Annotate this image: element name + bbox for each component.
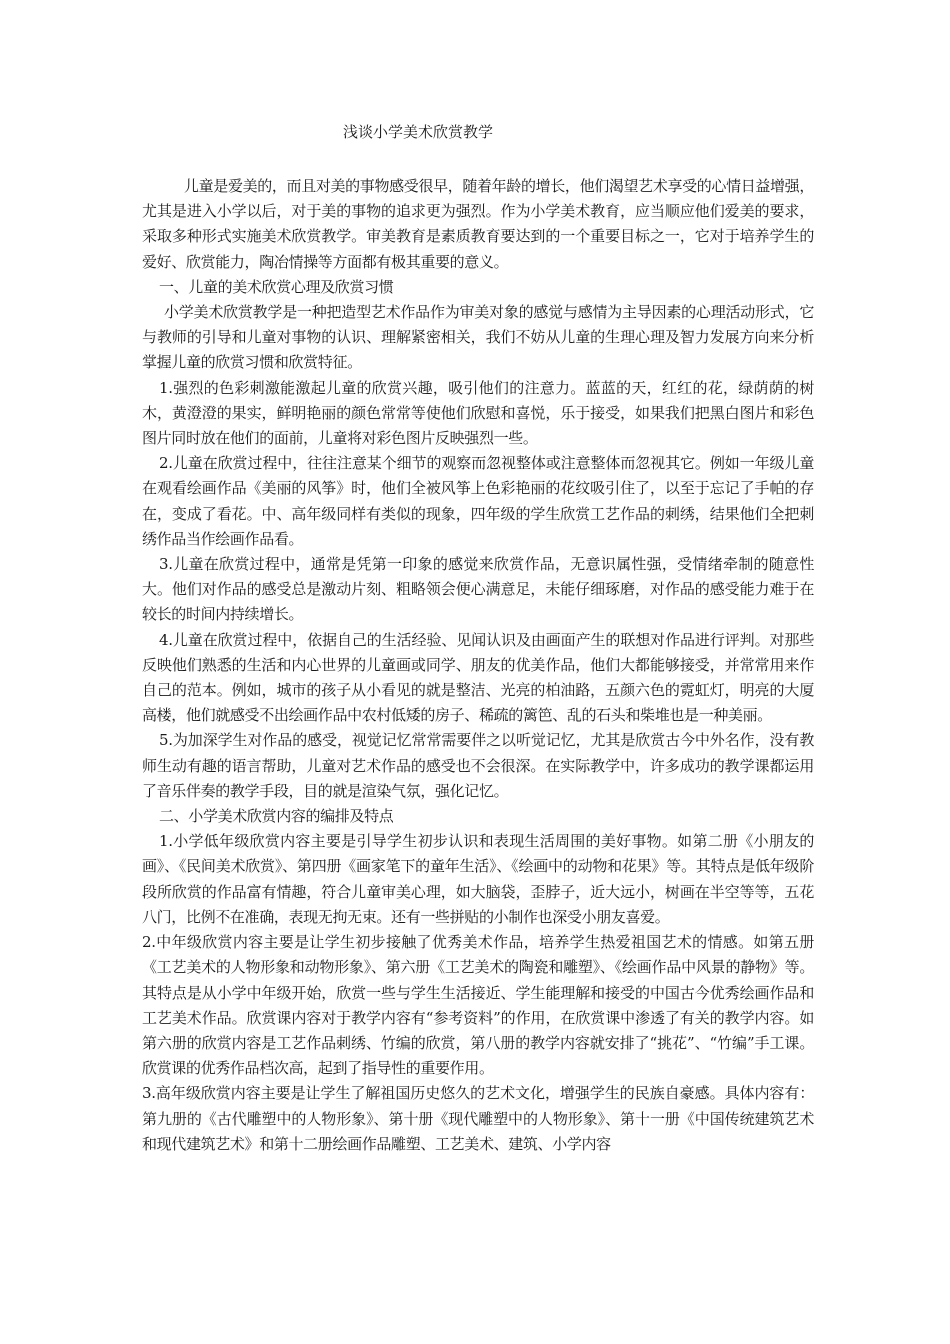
list-item-2: 2.中年级欣赏内容主要是让学生初步接触了优秀美术作品，培养学生热爱祖国艺术的情感。如第五册《工艺美术的人物形象和动物形象》、第六册《工艺美术的陶瓷和雕塑》、《绘画作品中风景的静物》等。其特点是从小学中年级开始，欣赏一些与学生生活接近、学生能理解和接受的中国古今优秀绘画作品和工艺美术作品。欣赏课内容对于教学内容有“参考资料”的作用，在欣赏课中渗透了有关的教学内容。如第六册的欣赏内容是工艺作品刺绣、竹编的欣赏，第八册的教学内容就安排了“挑花”、“竹编”手工课。欣赏课的优秀作品档次高，起到了指导性的重要作用。 [142,933,814,1078]
list-item-1: 1.小学低年级欣赏内容主要是引导学生初步认识和表现生活周围的美好事物。如第二册《小朋友的画》、《民间美术欣赏》、第四册《画家笔下的童年生活》、《绘画中的动物和花果》等。其特点是低年级阶段所欣赏的作品富有情趣，符合儿童审美心理，如大脑袋，歪脖子，近大远小，树画在半空等等，五花八门，比例不在准确，表现无拘无束。还有一些拼贴的小制作也深受小朋友喜爱。 [142,832,814,926]
list-item-1: 1.强烈的色彩刺激能激起儿童的欣赏兴趣，吸引他们的注意力。蓝蓝的天，红红的花，绿荫荫的树木，黄澄澄的果实，鲜明艳丽的颜色常常等使他们欣慰和喜悦，乐于接受，如果我们把黑白图片和彩色图片同时放在他们的面前，儿童将对彩色图片反映强烈一些。 [142,378,814,448]
document-title: 浅谈小学美术欣赏教学 [343,123,494,141]
list-item-5: 5.为加深学生对作品的感受，视觉记忆常常需要伴之以听觉记忆，尤其是欣赏古今中外名作，没有教师生动有趣的语言帮助，儿童对艺术作品的感受也不会很深。在实际教学中，许多成功的教学课都运用了音乐伴奏的教学手段，目的就是渲染气氛，强化记忆。 [142,731,814,800]
list-item-2: 2.儿童在欣赏过程中，往往注意某个细节的观察而忽视整体或注意整体而忽视其它。例如一年级儿童在观看绘画作品《美丽的风筝》时，他们全被风筝上色彩艳丽的花纹吸引住了，以至于忘记了手帕的存在，变成了看花。中、高年级同样有类似的现象，四年级的学生欣赏工艺作品的刺绣，结果他们全把刺绣作品当作绘画作品看。 [142,454,814,548]
list-item-4: 4.儿童在欣赏过程中，依据自己的生活经验、见闻认识及由画面产生的联想对作品进行评判。对那些反映他们熟悉的生活和内心世界的儿童画或同学、朋友的优美作品，他们大都能够接受，并常常用来作自己的范本。例如，城市的孩子从小看见的就是整洁、光亮的柏油路，五颜六色的霓虹灯，明亮的大厦高楼，他们就感受不出绘画作品中农村低矮的房子、稀疏的篱笆、乱的石头和柴堆也是一种美丽。 [142,630,814,725]
body-paragraph: 小学美术欣赏教学是一种把造型艺术作品作为审美对象的感觉与感情为主导因素的心理活动形式，它与教师的引导和儿童对事物的认识、理解紧密相关，我们不妨从儿童的生理心理及智力发展方向来分析掌握儿童的欣赏习惯和欣赏特征。 [142,303,814,372]
section-heading-2: 二、小学美术欣赏内容的编排及特点 [159,807,394,826]
section-heading-1: 一、儿童的美术欣赏心理及欣赏习惯 [159,277,394,296]
document-page [142,120,814,1157]
list-item-3: 3.高年级欣赏内容主要是让学生了解祖国历史悠久的艺术文化，增强学生的民族自豪感。具体内容有：第九册的《古代雕塑中的人物形象》、第十册《现代雕塑中的人物形象》、第十一册《中国传统建筑艺术和现代建筑艺术》和第十二册绘画作品雕塑、工艺美术、建筑、小学内容 [142,1084,814,1153]
intro-paragraph: 儿童是爱美的，而且对美的事物感受很早，随着年龄的增长，他们渴望艺术享受的心情日益增强，尤其是进入小学以后，对于美的事物的追求更为强烈。作为小学美术教育，应当顺应他们爱美的要求，采取多种形式实施美术欣赏教学。审美教育是素质教育要达到的一个重要目标之一，它对于培养学生的爱好、欣赏能力，陶冶情操等方面都有极其重要的意义。 [142,177,814,271]
list-item-3: 3.儿童在欣赏过程中，通常是凭第一印象的感觉来欣赏作品，无意识属性强，受情绪牵制的随意性大。他们对作品的感受总是激动片刻、粗略领会便心满意足，未能仔细琢磨，对作品的感受能力难于在较长的时间内持续增长。 [142,555,814,624]
